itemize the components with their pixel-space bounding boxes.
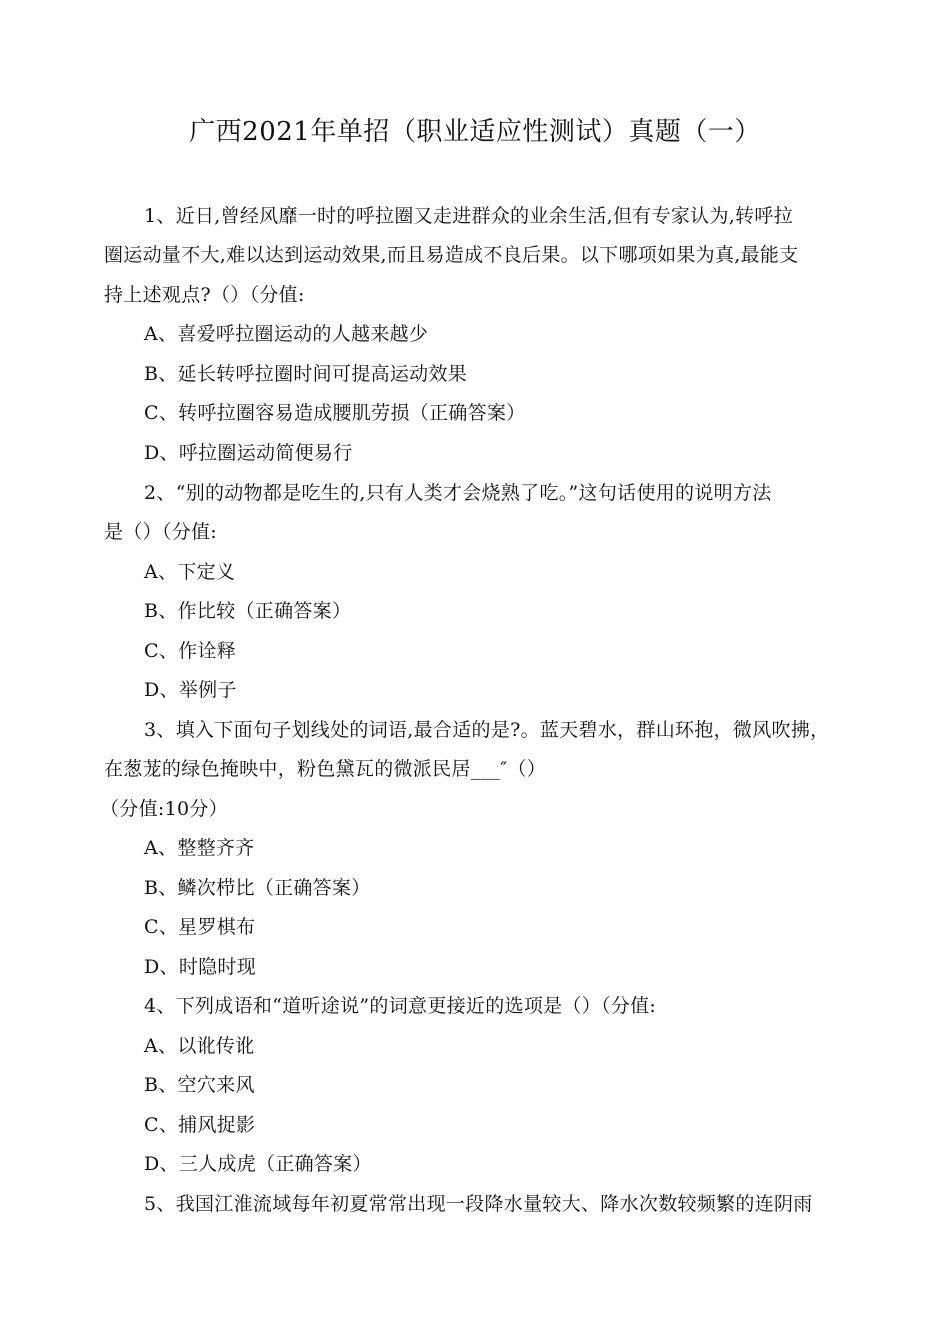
question-5-text-line-1: 5、我国江淮流域每年初夏常常出现一段降水量较大、降水次数较频繁的连阴雨 [144,1193,813,1215]
question-1-text-line-3: 持上述观点?（）（分值: [104,284,305,306]
question-3-option-b: B、鳞次栉比（正确答案） [144,877,371,899]
question-2-option-b: B、作比较（正确答案） [144,600,352,622]
question-2-text-line-2: 是（）（分值: [104,521,218,543]
question-4-option-d: D、三人成虎（正确答案） [144,1153,372,1175]
question-3-option-c: C、星罗棋布 [144,916,256,938]
question-1-text-line-1: 1、近日,曾经风靡一时的呼拉圈又走进群众的业余生活,但有专家认为,转呼拉 [144,205,794,227]
question-1-text-line-2: 圈运动量不大,难以达到运动效果,而且易造成不良后果。以下哪项如果为真,最能支 [104,244,799,266]
question-1-option-b: B、延长转呼拉圈时间可提高运动效果 [144,363,468,385]
question-3-text-line-2: 在葱茏的绿色掩映中，粉色黛瓦的微派民居___″（） [104,758,547,780]
page-title: 广西2021年单招（职业适应性测试）真题（一） [189,117,761,147]
question-3-score: （分值:10分） [100,798,228,820]
question-1-option-c: C、转呼拉圈容易造成腰肌劳损（正确答案） [144,402,526,424]
question-4-option-b: B、空穴来风 [144,1074,255,1096]
question-2-text-line-1: 2、“别的动物都是吃生的,只有人类才会烧熟了吃。”这句话使用的说明方法 [144,482,772,504]
question-2-option-c: C、作诠释 [144,640,237,662]
question-4-option-a: A、以讹传讹 [144,1035,255,1057]
question-2-option-a: A、下定义 [144,561,236,583]
question-3-option-d: D、时隐时现 [144,956,257,978]
question-4-text-line-1: 4、下列成语和“道听途说”的词意更接近的选项是（）（分值: [144,995,657,1017]
question-4-option-c: C、捕风捉影 [144,1114,256,1136]
question-3-text-line-1: 3、填入下面句子划线处的词语,最合适的是?。蓝天碧水，群山环抱，微风吹拂， [144,719,830,741]
question-1-option-d: D、呼拉圈运动简便易行 [144,442,353,464]
question-3-option-a: A、整整齐齐 [144,837,255,859]
question-2-option-d: D、举例子 [144,679,237,701]
question-1-option-a: A、喜爱呼拉圈运动的人越来越少 [144,323,429,345]
